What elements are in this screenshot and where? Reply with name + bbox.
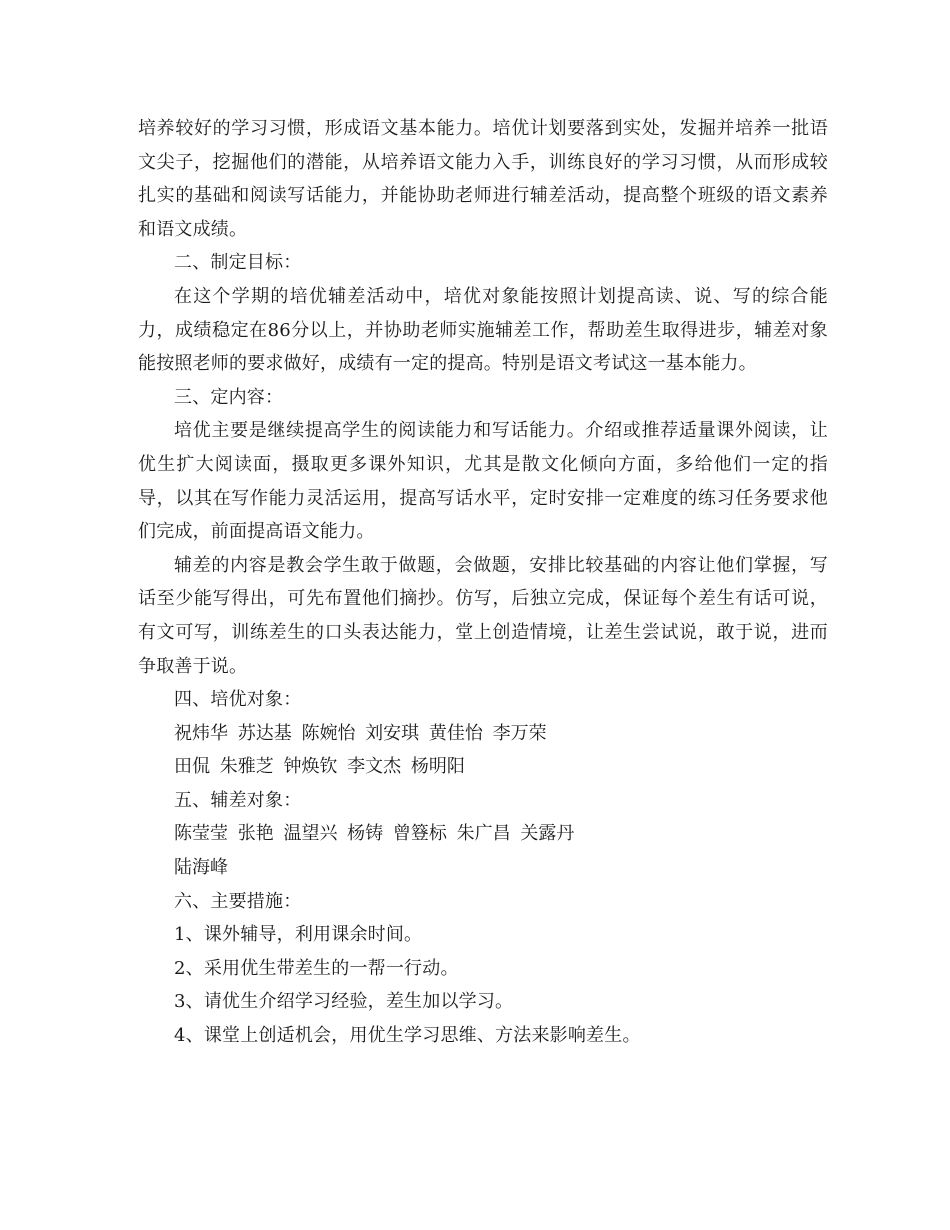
measure-item-4: 4、课堂上创适机会，用优生学习思维、方法来影响差生。 (174, 1025, 641, 1047)
document-page (138, 112, 828, 1053)
heading-set-goals: 二、制定目标： (174, 252, 302, 274)
weak-students-line-2: 陆海峰 (174, 857, 228, 879)
heading-content: 三、定内容： (174, 386, 284, 408)
heading-weak-students: 五、辅差对象： (174, 789, 302, 811)
measure-item-3: 3、请优生介绍学习经验，差生加以学习。 (174, 991, 514, 1013)
top-students-line-1: 祝炜华 苏达基 陈婉怡 刘安琪 黄佳怡 李万荣 (174, 722, 547, 744)
heading-top-students: 四、培优对象： (174, 689, 302, 711)
paragraph-goals: 在这个学期的培优辅差活动中，培优对象能按照计划提高读、说、写的综合能力，成绩稳定在86分以上，并协助老师实施辅差工作，帮助差生取得进步，辅差对象能按照老师的要求做好，成绩有一定的提高。特别是语文考试这一基本能力。 (138, 285, 828, 375)
paragraph-weak-content: 辅差的内容是教会学生敢于做题，会做题，安排比较基础的内容让他们掌握，写话至少能写得出，可先布置他们摘抄。仿写，后独立完成，保证每个差生有话可说，有文可写，训练差生的口头表达能力，堂上创造情境，让差生尝试说，敢于说，进而争取善于说。 (138, 554, 828, 677)
measure-item-1: 1、课外辅导，利用课余时间。 (174, 924, 423, 946)
top-students-line-2: 田侃 朱雅芝 钟焕钦 李文杰 杨明阳 (174, 756, 465, 778)
weak-students-line-1: 陈莹莹 张艳 温望兴 杨铸 曾簦标 朱广昌 关露丹 (174, 823, 575, 845)
paragraph-intro: 培养较好的学习习惯，形成语文基本能力。培优计划要落到实处，发掘并培养一批语文尖子，挖掘他们的潜能，从培养语文能力入手，训练良好的学习习惯，从而形成较扎实的基础和阅读写话能力，并能协助老师进行辅差活动，提高整个班级的语文素养和语文成绩。 (138, 118, 828, 240)
paragraph-top-content: 培优主要是继续提高学生的阅读能力和写话能力。介绍或推荐适量课外阅读，让优生扩大阅读面，摄取更多课外知识，尤其是散文化倾向方面，多给他们一定的指导，以其在写作能力灵活运用，提高写话水平，定时安排一定难度的练习任务要求他们完成，前面提高语文能力。 (138, 420, 828, 543)
heading-measures: 六、主要措施： (174, 890, 302, 912)
measure-item-2: 2、采用优生带差生的一帮一行动。 (174, 957, 459, 979)
